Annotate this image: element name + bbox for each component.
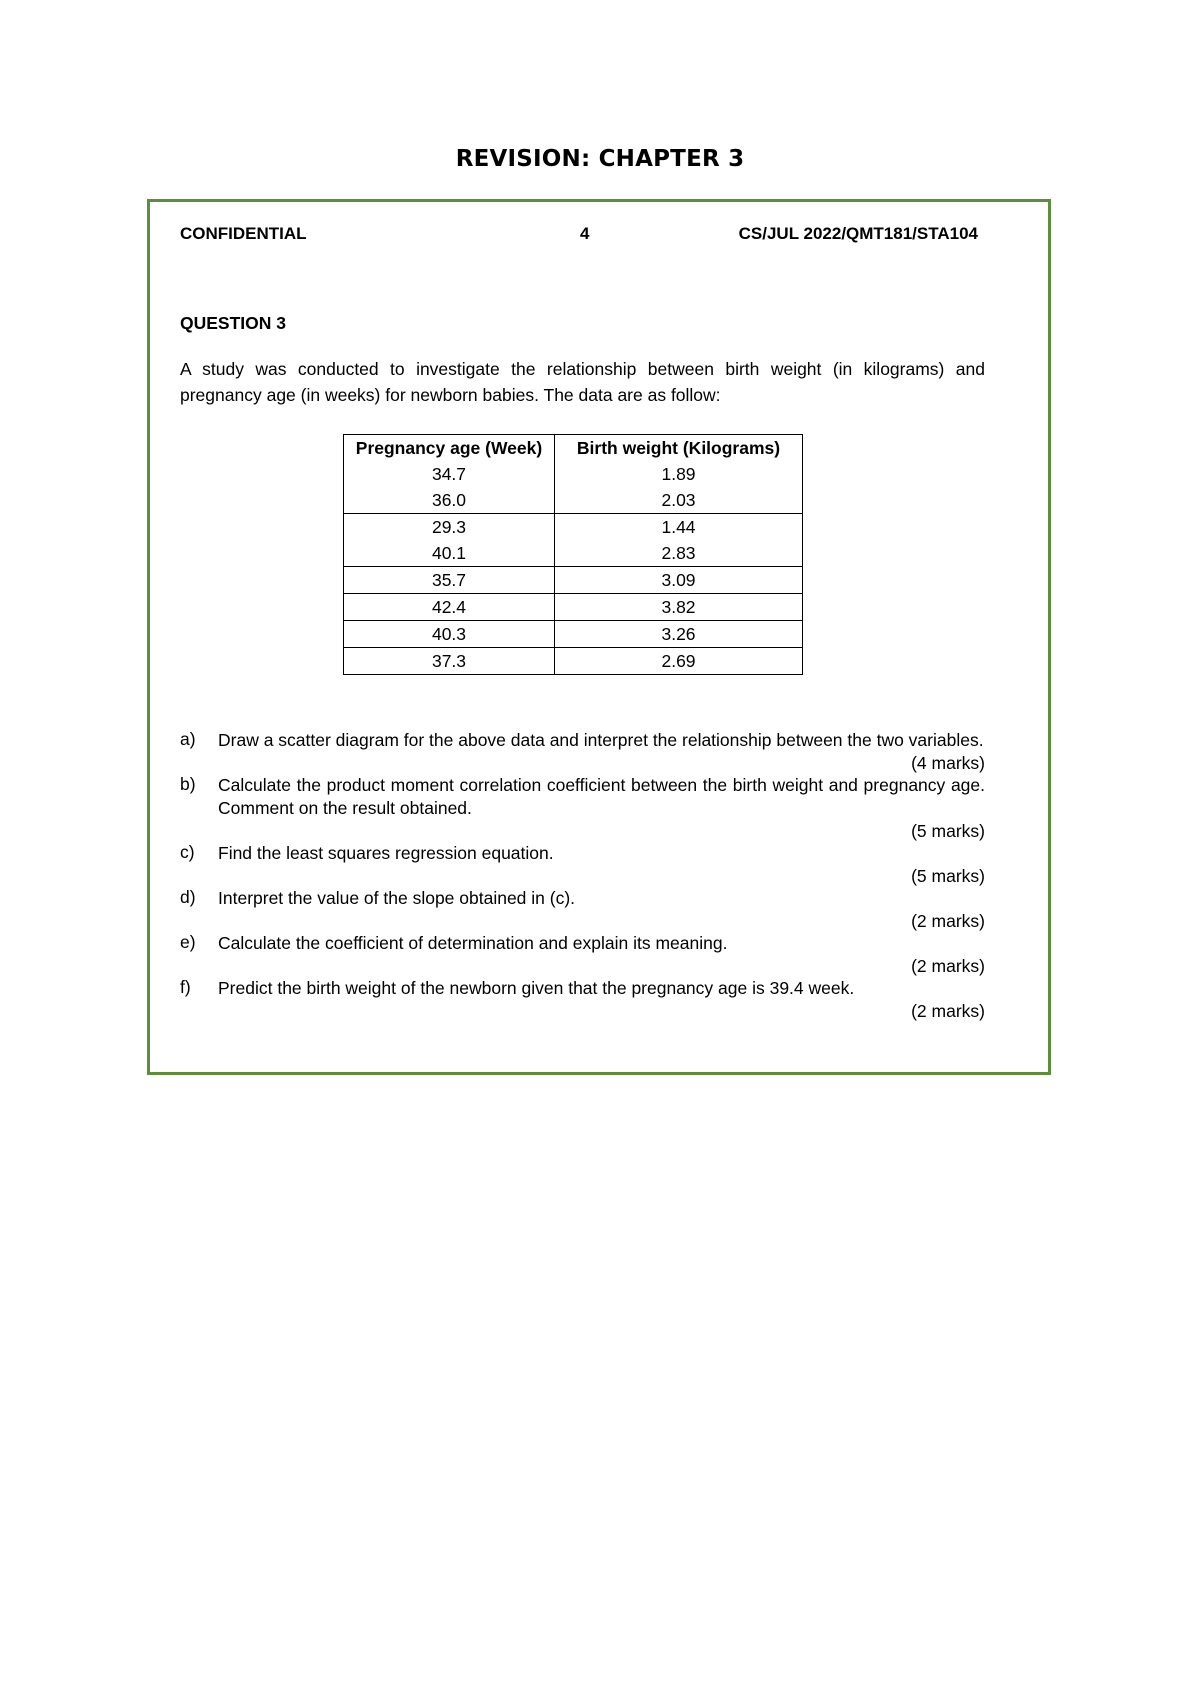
table-cell: 1.89 [555, 461, 803, 487]
table-cell: 37.3 [344, 648, 555, 675]
table-cell: 40.3 [344, 621, 555, 648]
part-text: Calculate the product moment correlation coefficient between the birth weight and pregnancy age. Comment on the result obtained. [218, 775, 985, 818]
table-cell: 2.69 [555, 648, 803, 675]
column-header-pregnancy-age: Pregnancy age (Week) [344, 435, 555, 462]
table-cell: 1.44 [555, 514, 803, 541]
exam-code: CS/JUL 2022/QMT181/STA104 [738, 224, 978, 243]
question-part-e [180, 932, 985, 977]
table-row [344, 487, 803, 514]
part-letter: e) [180, 932, 196, 952]
data-table [343, 434, 803, 675]
question-intro: A study was conducted to investigate the relationship between birth weight (in kilograms) and pregnancy age (in weeks) for newborn babies. The data are as follow: [180, 359, 985, 405]
table-cell: 42.4 [344, 594, 555, 621]
part-text: Find the least squares regression equation. [218, 843, 554, 863]
table-row [344, 567, 803, 594]
exam-question-box [147, 199, 1051, 1075]
table-row [344, 540, 803, 567]
part-letter: f) [180, 977, 191, 997]
part-text: Calculate the coefficient of determination and explain its meaning. [218, 933, 728, 953]
question-part-c [180, 842, 985, 887]
part-text: Interpret the value of the slope obtained in (c). [218, 888, 576, 908]
table-row [344, 514, 803, 541]
part-text: Draw a scatter diagram for the above data and interpret the relationship between the two variables. [218, 730, 984, 750]
part-marks: (5 marks) [911, 821, 985, 841]
part-marks: (2 marks) [911, 1001, 985, 1021]
question-heading: QUESTION 3 [180, 313, 286, 333]
table-row [344, 594, 803, 621]
exam-header [180, 224, 978, 248]
part-letter: b) [180, 774, 196, 794]
question-parts [180, 729, 985, 1022]
table-cell: 40.1 [344, 540, 555, 567]
table-cell: 2.03 [555, 487, 803, 514]
table-cell: 36.0 [344, 487, 555, 514]
part-marks: (5 marks) [911, 866, 985, 886]
question-part-a [180, 729, 985, 774]
page-title: REVISION: CHAPTER 3 [455, 146, 745, 172]
question-part-b [180, 774, 985, 842]
part-marks: (2 marks) [911, 956, 985, 976]
table-row [344, 621, 803, 648]
question-part-d [180, 887, 985, 932]
question-part-f [180, 977, 985, 1022]
table-cell: 29.3 [344, 514, 555, 541]
table-row [344, 648, 803, 675]
part-text: Predict the birth weight of the newborn given that the pregnancy age is 39.4 week. [218, 978, 855, 998]
part-marks: (4 marks) [911, 753, 985, 773]
confidential-label: CONFIDENTIAL [180, 224, 307, 243]
table-cell: 3.09 [555, 567, 803, 594]
part-letter: a) [180, 729, 196, 749]
table-cell: 2.83 [555, 540, 803, 567]
table-cell: 3.82 [555, 594, 803, 621]
column-header-birth-weight: Birth weight (Kilograms) [555, 435, 803, 462]
table-cell: 35.7 [344, 567, 555, 594]
part-letter: d) [180, 887, 196, 907]
table-header-row [344, 435, 803, 462]
part-marks: (2 marks) [911, 911, 985, 931]
table-cell: 34.7 [344, 461, 555, 487]
part-letter: c) [180, 842, 195, 862]
page-number: 4 [580, 224, 590, 243]
table-cell: 3.26 [555, 621, 803, 648]
table-row [344, 461, 803, 487]
